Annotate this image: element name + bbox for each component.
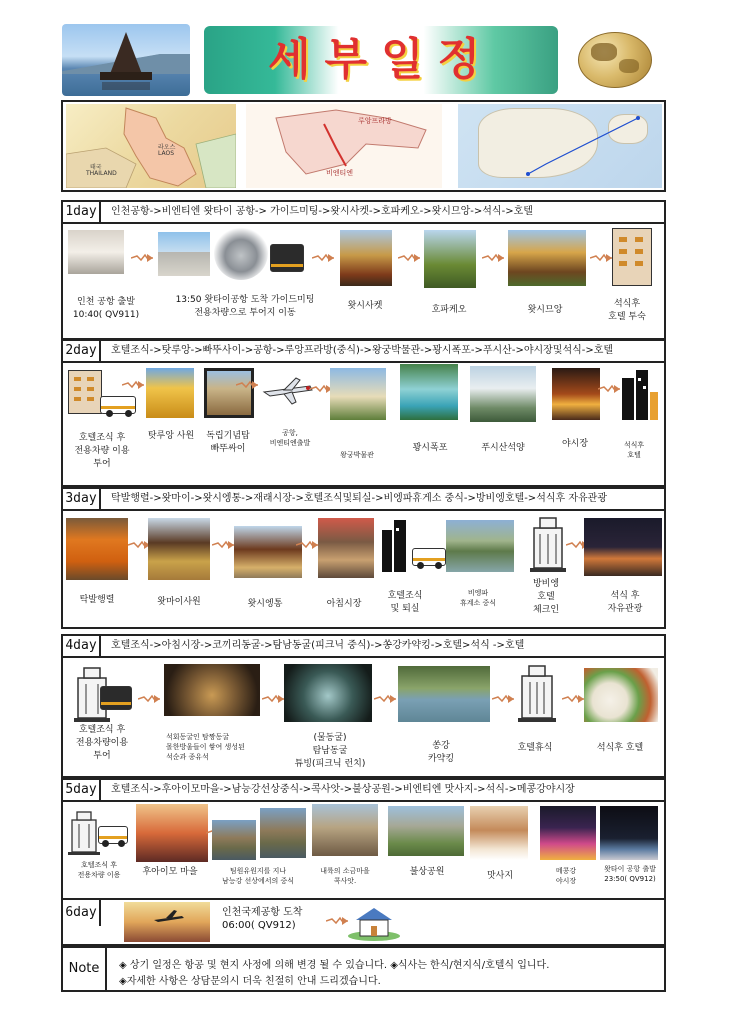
day2-cap-7: 푸시산석양 [481,443,525,453]
note-line-2: ◈자세한 사항은 상담문의시 더욱 친절히 안내 드리겠습니다. [119,976,381,987]
day3-watmai-photo [148,518,210,580]
day1-label: 1day [63,202,101,222]
note-block [61,946,666,992]
day2-royalpalace-photo [330,368,386,420]
day3-nightstreet-photo [584,518,662,576]
day2-kuangsi-photo [400,364,458,420]
map-label-laos-ko: 라오스 [158,144,176,151]
arrow-icon [562,694,584,704]
arrow-icon [326,916,348,926]
day5-header [61,778,666,802]
day5-cap-2: 후아이모 마을 [142,867,198,877]
day1-airport-photo [158,232,210,276]
day2-label: 2day [63,341,101,361]
day1-cap-5: 왓시므앙 [527,305,563,315]
bus-icon [412,548,446,566]
day4-cap-1: 호텔조식 후 전용차량이용 투어 [75,725,129,761]
day3-cap-5: 호텔조식 및 퇴실 [387,591,423,614]
day2-cap-8: 야시장 [561,439,589,449]
bus-icon [100,396,136,414]
map-label-thailand-ko: 태국 [90,164,102,171]
arrow-icon [598,384,620,394]
day4-kayak-photo [398,666,490,722]
day5-buddhapark-photo [388,806,464,856]
day1-watsimuang-photo [508,230,586,286]
arrow-icon [590,253,612,263]
hotel-building-icon [66,808,102,856]
day2-phousi-photo [470,366,536,422]
hotel-tower-icon [618,368,660,420]
day1-cap-1: 인천 공항 출발 10:40( QV911) [72,297,140,320]
day3-route: 탁발행렬->왓마이->왓시엥통->재래시장->호텔조식및퇴실->비엥파휴게소 중식->방비엥호텔->석식후 자유관광 [111,493,607,504]
day4-cap-3: (물동굴) 탐남동굴 튜빙(피크닉 런치) [294,733,366,769]
day4-cave-photo [164,664,260,716]
day3-cap-1: 탁발행렬 [79,595,115,605]
note-line-1: ◈ 상기 일정은 항공 및 현지 사정에 의해 변경 될 수 있습니다. ◈식사는 한식/현지식/호텔식 입니다. [119,960,550,971]
day6-label: 6day [63,900,101,926]
day1-cap-4: 호파케오 [431,305,467,315]
arrow-icon [212,540,234,550]
day5-cap-8: 왓타이 공항 출발 23:50( QV912) [604,865,656,883]
day5-boat-photo-2 [260,808,306,858]
arrow-icon [312,253,334,263]
day2-patuxai-photo [204,368,254,418]
bus-icon [98,826,128,844]
day2-cap-3: 독립기념탑 빠뚜싸이 [206,431,250,454]
day3-cap-2: 왓마이사원 [157,597,201,607]
day5-airport-photo [600,806,658,860]
day6-cap-1: 인천국제공항 도착 06:00( QV912) [222,907,303,931]
map-label-thailand: THAILAND [86,170,117,177]
day4-header [61,634,666,658]
hotel-building-icon [612,228,652,286]
arrow-icon [131,253,153,263]
day2-cap-5: 왕궁박물관 [340,451,374,459]
arrow-icon [492,694,514,704]
day5-cap-6: 맛사지 [486,871,514,881]
day5-massage-photo [470,806,528,860]
day4-cap-5: 호텔휴식 [517,743,553,753]
map-label-vientiane: 비엔티엔 [326,169,354,177]
arrow-icon [262,694,284,704]
globe-icon [578,32,652,88]
day1-plane-photo [68,230,124,274]
day3-alms-photo [66,518,128,580]
day5-cap-7: 메콩강 야시장 [555,867,577,885]
day5-cap-1: 호텔조식 후 전용차량 이용 [77,861,121,879]
arrow-icon [398,253,420,263]
day5-cap-3: 팀원유원지를 지나 남능강 선상에서의 중식 [221,867,295,885]
day3-viengphar-photo [446,520,514,572]
day1-meeting-clipart [214,226,268,280]
note-label: Note [63,948,107,990]
day5-vanvieng-photo [136,804,208,862]
day3-cap-8: 석식 후 자유관광 [607,591,643,614]
home-house-icon [346,902,402,942]
arrow-icon [374,694,396,704]
day4-cap-6: 석식후 호텔 [596,743,644,753]
day3-cap-4: 아침시장 [326,599,362,609]
day1-watsisaket-photo [340,230,392,286]
day2-thatluang-photo [146,368,194,418]
day4-watercave-photo [284,664,372,722]
day3-xiengthong-photo [234,526,302,578]
hotel-building-icon [68,370,102,414]
day1-cap-2: 13:50 왓타이공항 도착 가이드미팅 전용차량으로 투어지 이동 [175,295,315,318]
day1-hophakeo-photo [424,230,476,288]
day5-mekongmarket-photo [540,806,596,860]
arrow-icon [128,540,150,550]
day5-cap-5: 불상공원 [409,867,445,877]
map-label-laos: LAOS [158,150,175,157]
arrow-icon [236,380,258,390]
day4-cap-2: 석회동굴인 탐짱동굴 몰한방울들이 쌓여 생성된 석순과 종유석 [166,733,245,761]
bus-icon [100,686,132,710]
day2-header [61,339,666,363]
day4-cap-4: 쏭강 카약킹 [427,741,455,764]
day1-cap-3: 왓시사켓 [347,301,383,311]
arrow-icon [310,384,332,394]
day2-route: 호텔조식->탓루앙->빠뚜사이->공항->루앙프라방(중식)->왕궁박물관->꽝시폭포->푸시산->야시장및석식->호텔 [111,345,614,356]
day1-header [61,200,666,224]
day1-cap-6: 석식후 호텔 투숙 [608,299,646,322]
day5-label: 5day [63,780,101,800]
day4-food-photo [584,668,658,722]
arrow-icon [296,540,318,550]
day5-boat-photo-1 [212,820,256,860]
day2-nightmarket-photo [552,368,600,420]
airplane-icon [262,376,314,406]
page-title: 세부일정 [267,34,494,85]
day2-cap-6: 꽝시폭포 [412,443,448,453]
day2-cap-2: 탓루앙 사원 [147,431,195,441]
day3-market-photo [318,518,374,578]
day4-route: 호텔조식->아침시장->코끼리동굴->탐남동굴(피크닉 중식)->쏭강카약킹->호텔>석식 ->호텔 [111,640,525,651]
day3-header [61,487,666,511]
header-temple-photo [62,24,190,96]
day4-label: 4day [63,636,101,656]
day3-label: 3day [63,489,101,509]
bus-icon [270,244,304,272]
day3-cap-6: 비엥파 휴계소 중식 [459,589,497,607]
day1-route: 인천공항->비엔티엔 왓타이 공항-> 가이드미팅->왓시사켓->호파케오->왓시므앙->석식->호텔 [111,206,533,217]
day5-route: 호텔조식->후아이모마을->남능강선상중식->콕사앗->불상공원->비엔티엔 맛사지->석식->메콩강야시장 [111,784,575,795]
laos-route-map [246,104,442,188]
day6-plane-sunset-photo [124,902,210,942]
hotel-building-icon [514,662,560,722]
map-label-luangprabang: 루앙프라방 [358,117,392,125]
arrow-icon [138,694,160,704]
day5-saltvillage-photo [312,804,378,856]
day2-cap-1: 호텔조식 후 전용차량 이용 투어 [74,433,130,469]
arrow-icon [122,380,144,390]
day2-cap-4: 공항, 비엔티엔출발 [269,429,311,447]
day5-cap-4: 내륙의 소금마을 콕사앗. [320,867,370,885]
day2-cap-9: 석식후 호텔 [623,441,645,459]
laos-region-map [66,104,236,188]
day3-cap-7: 방비엥 호텔 체크인 [532,579,560,615]
flight-route-map [458,104,662,188]
hotel-building-icon [526,514,570,572]
arrow-icon [482,253,504,263]
day3-cap-3: 왓시엥통 [247,599,283,609]
